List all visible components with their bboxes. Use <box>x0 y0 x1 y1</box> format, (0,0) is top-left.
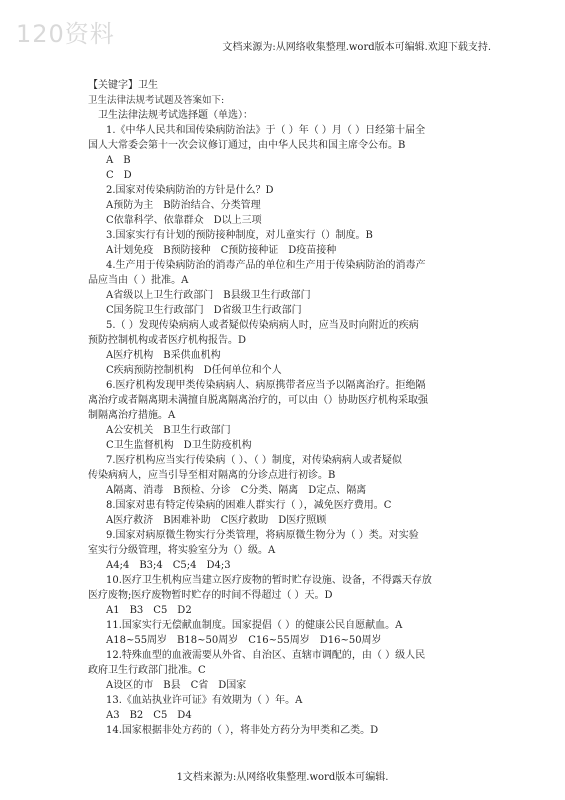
document-line: C疾病预防控制机构 D任何单位和个人 <box>106 365 282 376</box>
document-line: C D <box>106 170 132 181</box>
document-line: A18~55周岁 B18~50周岁 C16~55周岁 D16~50周岁 <box>106 635 382 646</box>
document-line: A公安机关 B卫生行政部门 <box>106 425 231 436</box>
document-line: 14.国家根据非处方药的（ ），将非处方药分为甲类和乙类。D <box>106 725 379 736</box>
question-list <box>88 123 488 738</box>
document-line: A预防为主 B防治结合、分类管理 <box>106 200 261 211</box>
document-line: 1.《中华人民共和国传染病防治法》于（ ）年（ ）月（ ）日经第十届全 <box>106 125 426 136</box>
document-line: 3.国家实行有计划的预防接种制度，对儿童实行（）制度。B <box>106 230 373 241</box>
document-line: 13.《血站执业许可证》有效期为（ ）年。A <box>106 695 303 706</box>
document-line: 室实行分级管理，将实验室分为（）级。A <box>88 545 276 556</box>
document-line: A计划免疫 B预防接种 C预防接种证 D疫苗接种 <box>106 245 337 256</box>
document-line: 传染病病人，应当引导至相对隔离的分诊点进行初诊。B <box>88 470 336 481</box>
document-line: 7.医疗机构应当实行传染病（ ）、（ ）制度，对传染病病人或者疑似 <box>106 455 402 466</box>
document-line: 医疗废物;医疗废物暂时贮存的时间不得超过（ ）天。D <box>88 590 333 601</box>
document-line: A医疗救济 B困难补助 C医疗救助 D医疗照顾 <box>106 515 327 526</box>
document-line: 12.特殊血型的血液需要从外省、自治区、直辖市调配的，由（ ）级人民 <box>106 650 426 661</box>
document-line: 4.生产用于传染病防治的消毒产品的单位和生产用于传染病防治的消毒产 <box>106 260 426 271</box>
footer-source-note: 1文档来源为:从网络收集整理.word版本可编辑. <box>176 772 389 783</box>
document-line: 9.国家对病原微生物实行分类管理，将病原微生物分为（ ）类。对实验 <box>106 530 419 541</box>
document-line: 8.国家对患有特定传染病的困难人群实行（ ），减免医疗费用。C <box>106 500 392 511</box>
document-line: 2.国家对传染病防治的方针是什么？D <box>106 185 274 196</box>
keyword-line: 【关键字】卫生 <box>88 80 158 91</box>
document-line: A医疗机构 B采供血机构 <box>106 350 221 361</box>
document-line: 预防控制机构或者医疗机构报告。D <box>88 335 247 346</box>
document-line: 国人大常委会第十一次会议修订通过，由中华人民共和国主席令公布。B <box>88 140 406 151</box>
watermark-logo: 120资料 <box>16 20 115 48</box>
document-line: C依靠科学、依靠群众 D以上三项 <box>106 215 262 226</box>
document-line: C卫生监督机构 D卫生防疫机构 <box>106 440 252 451</box>
document-line: 政府卫生行政部门批准。C <box>88 665 206 676</box>
document-line: A B <box>106 155 131 166</box>
document-line: 品应当由（ ）批准。A <box>88 275 189 286</box>
section-title: 卫生法律法规考试选择题（单选）： <box>98 110 253 121</box>
document-line: A隔离、消毒 B预检、分诊 C分类、隔离 D定点、隔离 <box>106 485 367 496</box>
document-line: 6.医疗机构发现甲类传染病病人、病原携带者应当予以隔离治疗。拒绝隔 <box>106 380 426 391</box>
document-line: 11.国家实行无偿献血制度。国家提倡（ ）的健康公民自愿献血。A <box>106 620 403 631</box>
document-line: A4;4 B3;4 C5;4 D4;3 <box>106 560 231 571</box>
document-line: 5.（ ）发现传染病病人或者疑似传染病病人时，应当及时向附近的疾病 <box>106 320 419 331</box>
document-line: C国务院卫生行政部门 D省级卫生行政部门 <box>106 305 302 316</box>
document-line: 离治疗或者隔离期未满擅自脱离隔离治疗的，可以由（）协助医疗机构采取强 <box>88 395 428 406</box>
document-line: A1 B3 C5 D2 <box>106 605 192 616</box>
document-line: A省级以上卫生行政部门 B县级卫生行政部门 <box>106 290 311 301</box>
document-line: A3 B2 C5 D4 <box>106 710 192 721</box>
header-source-note: 文档来源为:从网络收集整理.word版本可编辑.欢迎下载支持. <box>222 42 491 53</box>
intro-line: 卫生法律法规考试题及答案如下: <box>88 95 225 106</box>
document-line: A设区的市 B县 C省 D国家 <box>106 680 247 691</box>
document-body <box>88 78 488 738</box>
document-line: 10.医疗卫生机构应当建立医疗废物的暂时贮存设施、设备，不得露天存放 <box>106 575 432 586</box>
document-line: 制隔离治疗措施。A <box>88 410 176 421</box>
